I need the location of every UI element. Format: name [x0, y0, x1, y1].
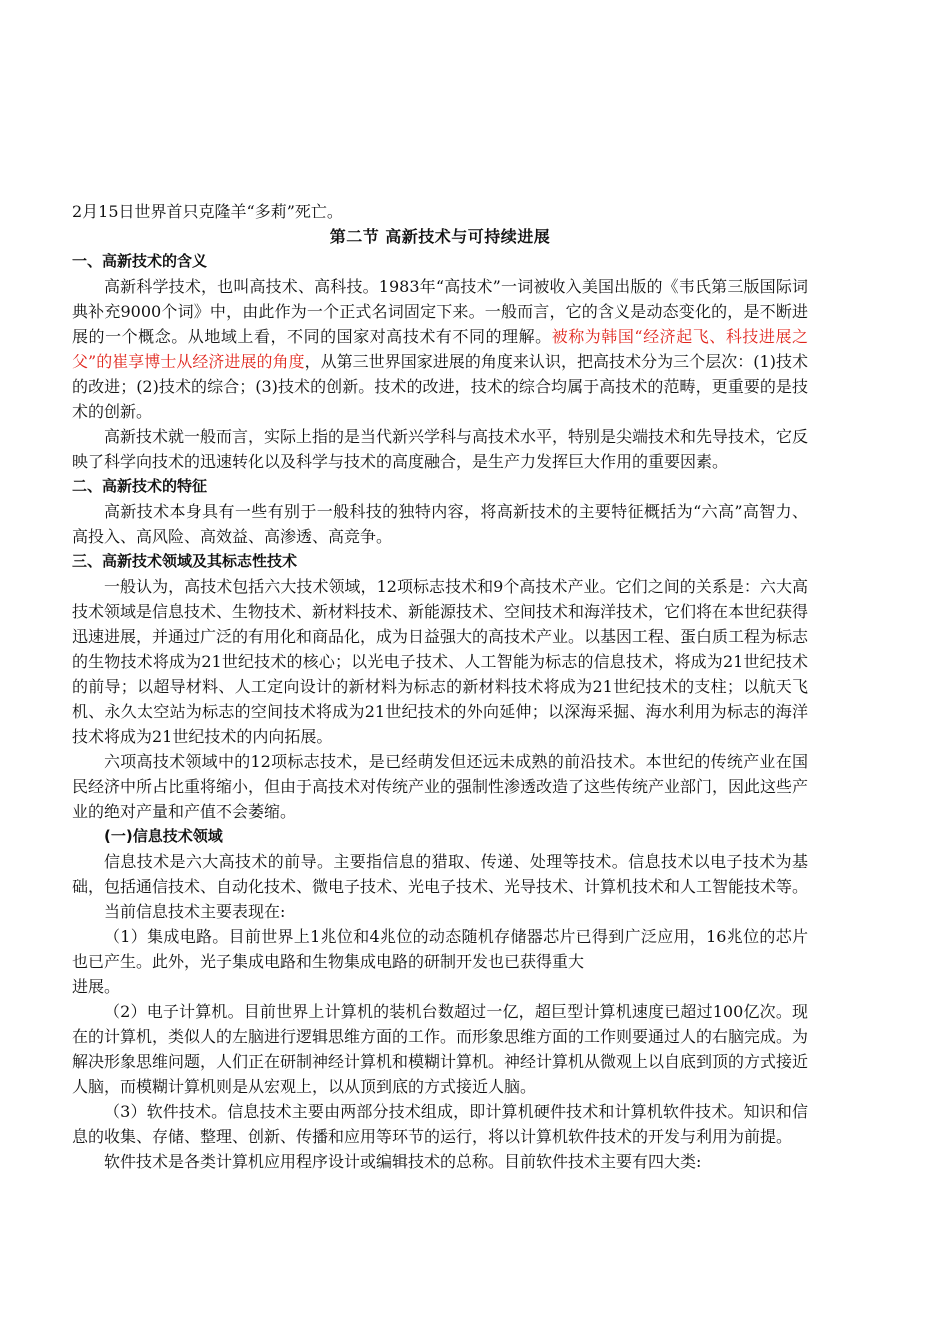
paragraph-info-tech: 信息技术是六大高技术的前导。主要指信息的猎取、传递、处理等技术。信息技术以电子技术为基础，包括通信技术、自动化技术、微电子技术、光电子技术、光导技术、计算机技术和人工智能技术等。: [72, 852, 809, 896]
heading-fields: 三、高新技术领域及其标志性技术: [72, 552, 298, 570]
heading-info-tech: (一)信息技术领域: [104, 827, 223, 845]
paragraph-definition: 高新技术就一般而言，实际上指的是当代新兴学科与高技术水平，特别是尖端技术和先导技术，它反映了科学向技术的迅速转化以及科学与技术的高度融合，是生产力发挥巨大作用的重要因素。: [72, 427, 809, 471]
paragraph-ic-cont: 进展。: [72, 977, 121, 996]
highlighted-text: 被称为韩国“经济起飞、科技进展之父”的崔享博士从经济进展的角度: [72, 327, 808, 371]
paragraph-computer: （2）电子计算机。目前世界上计算机的装机台数超过一亿，超巨型计算机速度已超过100亿次。现在的计算机，类似人的左脑进行逻辑思维方面的工作。而形象思维方面的工作则要通过人的右脑完成。为解决形象思维问题，人们正在研制神经计算机和模糊计算机。神经计算机从微观上以自底到顶的方式接近人脑，而模糊计算机则是从宏观上，以从顶到底的方式接近人脑。: [72, 1002, 809, 1096]
heading-meaning: 一、高新技术的含义: [72, 252, 208, 270]
paragraph-fields: 一般认为，高技术包括六大技术领域，12项标志技术和9个高技术产业。它们之间的关系是：六大高技术领域是信息技术、生物技术、新材料技术、新能源技术、空间技术和海洋技术，它们将在本世纪获得迅速进展，并通过广泛的有用化和商品化，成为日益强大的高技术产业。以基因工程、蛋白质工程为标志的生物技术将成为21世纪技术的核心；以光电子技术、人工智能为标志的信息技术，将成为21世纪技术的前导；以超导材料、人工定向设计的新材料为标志的新材料技术将成为21世纪技术的支柱；以航天飞机、永久太空站为标志的空间技术将成为21世纪技术的外向延伸；以深海采掘、海水利用为标志的海洋技术将成为21世纪技术的内向拓展。: [72, 577, 809, 746]
paragraph-text: ，从第三世界国家进展的角度来认识，把高技术分为三个层次：(1)技术的改进；(2)技术的综合；(3)技术的创新。技术的改进，技术的综合均属于高技术的范畴，更重要的是技术的创新。: [72, 352, 808, 421]
paragraph-software-types: 软件技术是各类计算机应用程序设计或编辑技术的总称。目前软件技术主要有四大类:: [104, 1152, 702, 1171]
paragraph-meaning: [72, 274, 808, 424]
paragraph-software: （3）软件技术。信息技术主要由两部分技术组成，即计算机硬件技术和计算机软件技术。知识和信息的收集、存储、整理、创新、传播和应用等环节的运行，将以计算机软件技术的开发与利用为前提。: [72, 1102, 808, 1146]
document-body: [72, 199, 808, 1174]
heading-features: 二、高新技术的特征: [72, 477, 208, 495]
intro-line: 2月15日世界首只克隆羊“多莉”死亡。: [72, 202, 343, 221]
paragraph-ic: （1）集成电路。目前世界上1兆位和4兆位的动态随机存储器芯片已得到广泛应用，16兆位的芯片也已产生。此外，光子集成电路和生物集成电路的研制开发也已获得重大: [72, 927, 808, 971]
paragraph-current: 当前信息技术主要表现在:: [104, 902, 286, 921]
paragraph-frontier: 六项高技术领域中的12项标志技术，是已经萌发但还远未成熟的前沿技术。本世纪的传统产业在国民经济中所占比重将缩小，但由于高技术对传统产业的强制性渗透改造了这些传统产业部门，因此这些产业的绝对产量和产值不会萎缩。: [72, 752, 809, 821]
paragraph-features: 高新技术本身具有一些有别于一般科技的独特内容，将高新技术的主要特征概括为“六高”高智力、高投入、高风险、高效益、高渗透、高竞争。: [72, 502, 808, 546]
paragraph-text: 高新科学技术，也叫高技术、高科技。1983年“高技术”一词被收入美国出版的《韦氏第三版国际词典补充9000个词》中，由此作为一个正式名词固定下来。一般而言，它的含义是动态变化的，是不断进展的一个概念。从地域上看，不同的国家对高技术有不同的理解。: [72, 277, 808, 346]
section-title: 第二节 高新技术与可持续进展: [329, 227, 551, 246]
